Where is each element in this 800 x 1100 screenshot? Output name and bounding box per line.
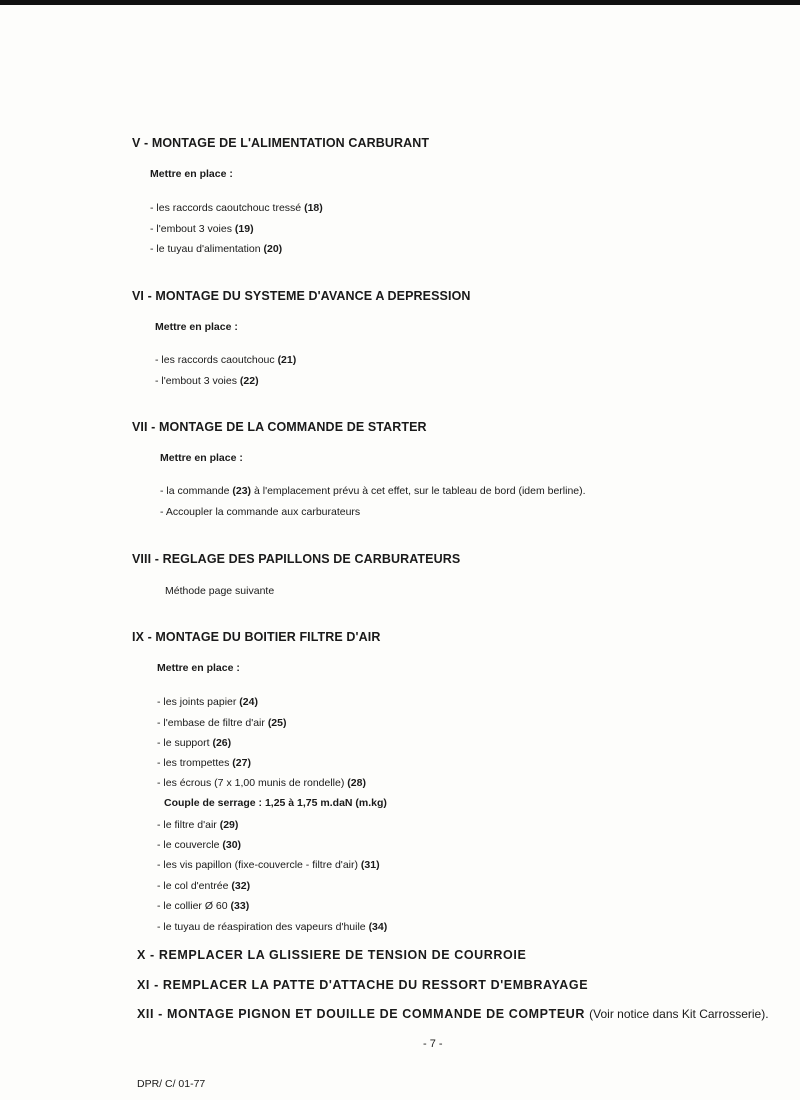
list-item: - le tuyau de réaspiration des vapeurs d'huile (34)	[157, 921, 388, 933]
list-item: - les écrous (7 x 1,00 munis de rondelle) (28)	[157, 777, 366, 789]
list-item: - le couvercle (30)	[157, 839, 242, 851]
list-item: - le support (26)	[157, 737, 232, 749]
section-subtitle-ix: Mettre en place :	[157, 662, 240, 674]
list-item: - le filtre d'air (29)	[157, 819, 239, 831]
list-item: - le collier Ø 60 (33)	[157, 900, 250, 912]
section-title-vii: VII - MONTAGE DE LA COMMANDE DE STARTER	[132, 420, 427, 434]
list-item: - l'embout 3 voies (19)	[150, 223, 254, 235]
list-item: - le tuyau d'alimentation (20)	[150, 243, 283, 255]
section-subtitle-vi: Mettre en place :	[155, 321, 238, 333]
section-note-xii: (Voir notice dans Kit Carrosserie).	[589, 1007, 769, 1021]
list-item: - les joints papier (24)	[157, 696, 258, 708]
section-subtitle-vii: Mettre en place :	[160, 452, 243, 464]
section-title-v: V - MONTAGE DE L'ALIMENTATION CARBURANT	[132, 136, 430, 150]
section-title-ix: IX - MONTAGE DU BOITIER FILTRE D'AIR	[132, 630, 381, 644]
section-title-xi: XI - REMPLACER LA PATTE D'ATTACHE DU RESSORT D'EMBRAYAGE	[137, 978, 589, 992]
section-body-viii: Méthode page suivante	[165, 585, 275, 597]
list-item: - l'embase de filtre d'air (25)	[157, 717, 287, 729]
document-reference: DPR/ C/ 01-77	[137, 1078, 206, 1090]
section-title-xii: XII - MONTAGE PIGNON ET DOUILLE DE COMMANDE DE COMPTEUR (Voir notice dans Kit Carrosserie).	[137, 1007, 769, 1021]
page-number: - 7 -	[423, 1038, 443, 1050]
section-subtitle-v: Mettre en place :	[150, 168, 233, 180]
section-title-vi: VI - MONTAGE DU SYSTEME D'AVANCE A DEPRESSION	[132, 289, 471, 303]
list-item: - le col d'entrée (32)	[157, 880, 251, 892]
list-item: - les raccords caoutchouc (21)	[155, 354, 297, 366]
section-title-x: X - REMPLACER LA GLISSIERE DE TENSION DE COURROIE	[137, 948, 527, 962]
list-item: - la commande (23) à l'emplacement prévu à cet effet, sur le tableau de bord (idem berline).	[160, 485, 586, 497]
list-item: - les raccords caoutchouc tressé (18)	[150, 202, 323, 214]
list-item: - les vis papillon (fixe-couvercle - filtre d'air) (31)	[157, 859, 380, 871]
section-title-viii: VIII - REGLAGE DES PAPILLONS DE CARBURATEURS	[132, 552, 461, 566]
list-item: - Accoupler la commande aux carburateurs	[160, 506, 361, 518]
torque-spec: Couple de serrage : 1,25 à 1,75 m.daN (m.kg)	[164, 797, 387, 809]
list-item: - les trompettes (27)	[157, 757, 251, 769]
scan-top-edge	[0, 0, 800, 5]
list-item: - l'embout 3 voies (22)	[155, 375, 259, 387]
